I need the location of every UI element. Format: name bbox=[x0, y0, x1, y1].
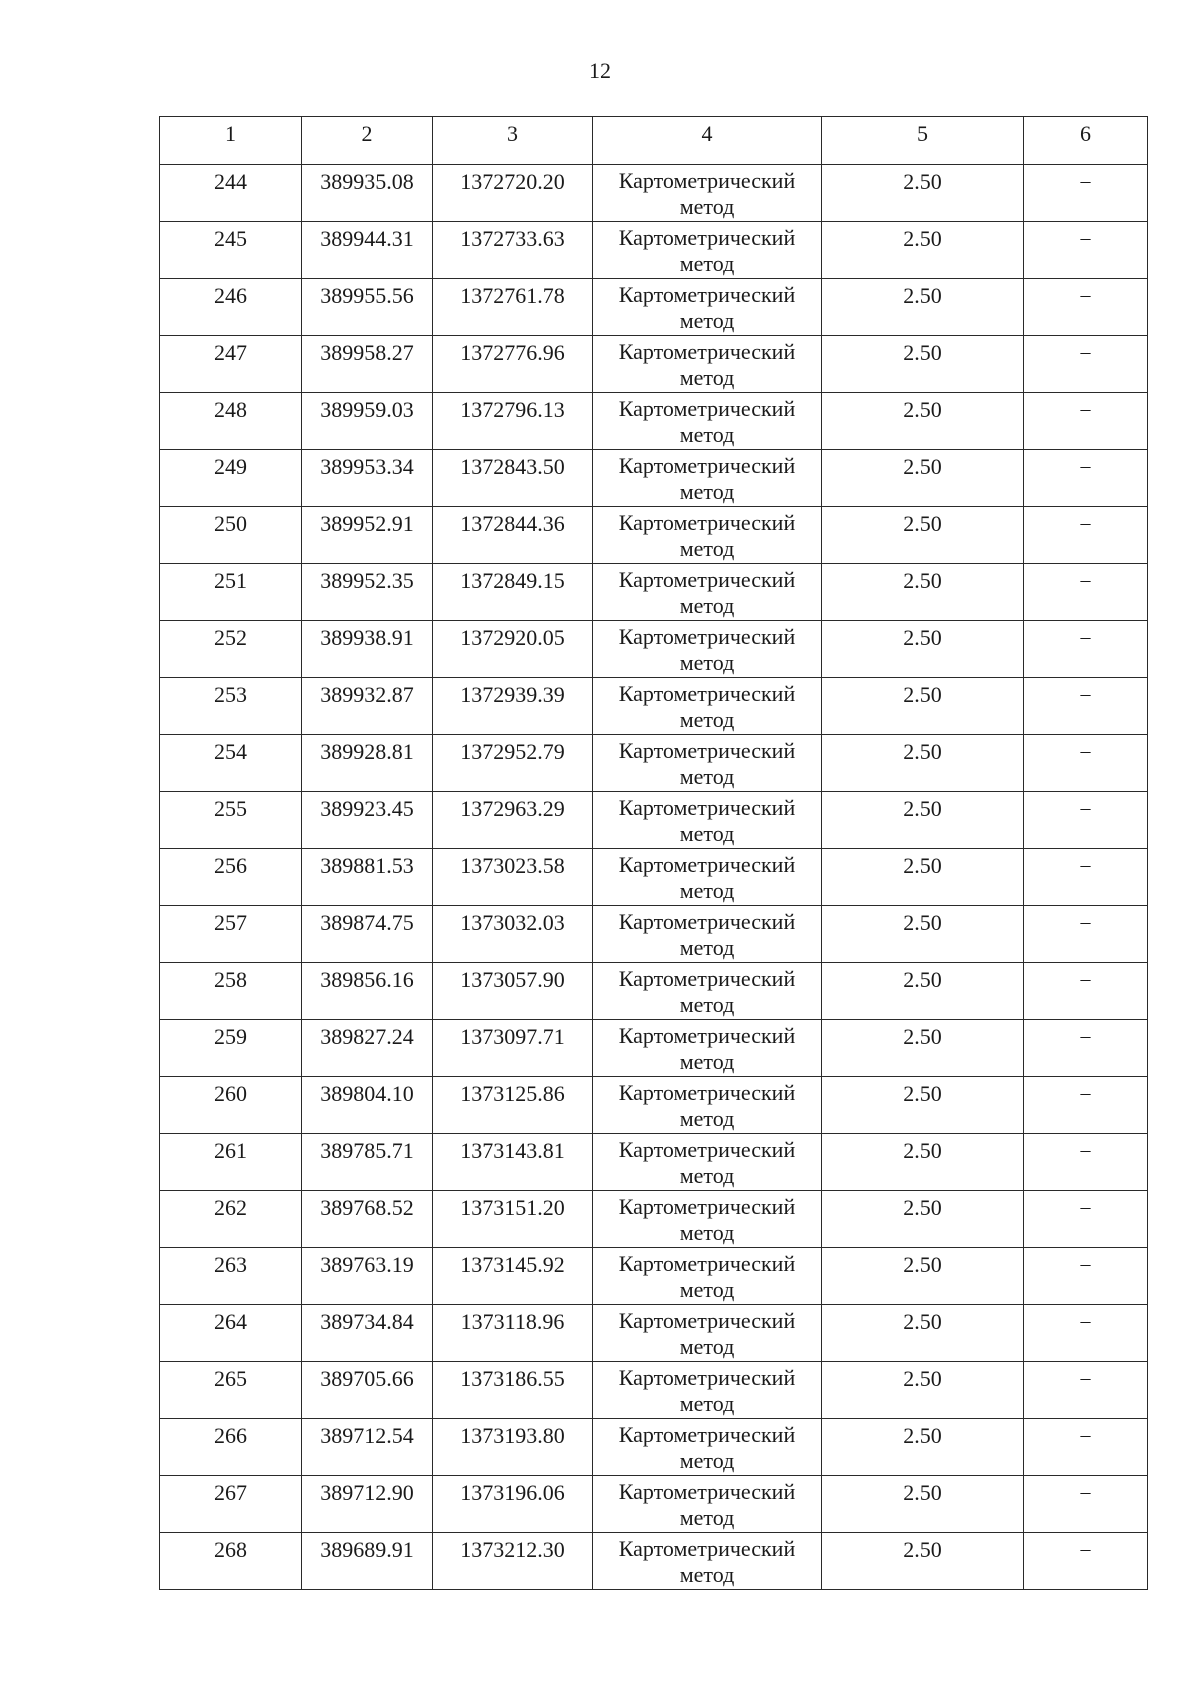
cell-method: Картометрический метод bbox=[593, 1362, 822, 1419]
cell-description: – bbox=[1024, 1134, 1148, 1191]
column-header: 5 bbox=[822, 117, 1024, 165]
cell-accuracy: 2.50 bbox=[822, 507, 1024, 564]
cell-accuracy: 2.50 bbox=[822, 1305, 1024, 1362]
cell-accuracy: 2.50 bbox=[822, 336, 1024, 393]
cell-point-number: 257 bbox=[160, 906, 302, 963]
cell-point-number: 249 bbox=[160, 450, 302, 507]
cell-y-coordinate: 1373032.03 bbox=[433, 906, 593, 963]
cell-x-coordinate: 389955.56 bbox=[302, 279, 433, 336]
cell-point-number: 260 bbox=[160, 1077, 302, 1134]
table-row bbox=[160, 393, 1148, 450]
column-header: 3 bbox=[433, 117, 593, 165]
cell-x-coordinate: 389734.84 bbox=[302, 1305, 433, 1362]
cell-method: Картометрический метод bbox=[593, 735, 822, 792]
cell-accuracy: 2.50 bbox=[822, 1419, 1024, 1476]
cell-method: Картометрический метод bbox=[593, 1020, 822, 1077]
cell-y-coordinate: 1373143.81 bbox=[433, 1134, 593, 1191]
cell-point-number: 267 bbox=[160, 1476, 302, 1533]
cell-x-coordinate: 389874.75 bbox=[302, 906, 433, 963]
cell-accuracy: 2.50 bbox=[822, 678, 1024, 735]
column-header: 4 bbox=[593, 117, 822, 165]
cell-description: – bbox=[1024, 735, 1148, 792]
cell-x-coordinate: 389712.54 bbox=[302, 1419, 433, 1476]
cell-method: Картометрический метод bbox=[593, 849, 822, 906]
cell-x-coordinate: 389705.66 bbox=[302, 1362, 433, 1419]
cell-point-number: 261 bbox=[160, 1134, 302, 1191]
cell-accuracy: 2.50 bbox=[822, 1362, 1024, 1419]
page-number: 12 bbox=[589, 58, 611, 83]
table-row bbox=[160, 222, 1148, 279]
cell-accuracy: 2.50 bbox=[822, 450, 1024, 507]
cell-method: Картометрический метод bbox=[593, 621, 822, 678]
cell-description: – bbox=[1024, 564, 1148, 621]
table-row bbox=[160, 963, 1148, 1020]
cell-description: – bbox=[1024, 792, 1148, 849]
cell-y-coordinate: 1372920.05 bbox=[433, 621, 593, 678]
cell-y-coordinate: 1373118.96 bbox=[433, 1305, 593, 1362]
cell-description: – bbox=[1024, 1248, 1148, 1305]
cell-x-coordinate: 389768.52 bbox=[302, 1191, 433, 1248]
cell-x-coordinate: 389763.19 bbox=[302, 1248, 433, 1305]
cell-method: Картометрический метод bbox=[593, 507, 822, 564]
cell-description: – bbox=[1024, 1362, 1148, 1419]
cell-description: – bbox=[1024, 507, 1148, 564]
cell-method: Картометрический метод bbox=[593, 222, 822, 279]
coordinates-table bbox=[159, 116, 1148, 1590]
cell-accuracy: 2.50 bbox=[822, 1134, 1024, 1191]
table-row bbox=[160, 279, 1148, 336]
table-row bbox=[160, 1305, 1148, 1362]
cell-description: – bbox=[1024, 621, 1148, 678]
cell-y-coordinate: 1372733.63 bbox=[433, 222, 593, 279]
cell-y-coordinate: 1373023.58 bbox=[433, 849, 593, 906]
cell-accuracy: 2.50 bbox=[822, 165, 1024, 222]
table-row bbox=[160, 1191, 1148, 1248]
cell-point-number: 244 bbox=[160, 165, 302, 222]
cell-method: Картометрический метод bbox=[593, 1533, 822, 1590]
table-row bbox=[160, 906, 1148, 963]
cell-accuracy: 2.50 bbox=[822, 1248, 1024, 1305]
cell-x-coordinate: 389952.35 bbox=[302, 564, 433, 621]
cell-description: – bbox=[1024, 963, 1148, 1020]
cell-method: Картометрический метод bbox=[593, 336, 822, 393]
cell-description: – bbox=[1024, 450, 1148, 507]
cell-x-coordinate: 389952.91 bbox=[302, 507, 433, 564]
table-row bbox=[160, 1020, 1148, 1077]
table-row bbox=[160, 1134, 1148, 1191]
cell-x-coordinate: 389944.31 bbox=[302, 222, 433, 279]
cell-y-coordinate: 1372963.29 bbox=[433, 792, 593, 849]
cell-y-coordinate: 1373057.90 bbox=[433, 963, 593, 1020]
cell-method: Картометрический метод bbox=[593, 1191, 822, 1248]
cell-y-coordinate: 1372849.15 bbox=[433, 564, 593, 621]
cell-y-coordinate: 1373145.92 bbox=[433, 1248, 593, 1305]
cell-method: Картометрический метод bbox=[593, 792, 822, 849]
table-header-row bbox=[160, 117, 1148, 165]
cell-point-number: 250 bbox=[160, 507, 302, 564]
column-header: 6 bbox=[1024, 117, 1148, 165]
cell-y-coordinate: 1372761.78 bbox=[433, 279, 593, 336]
table-body bbox=[160, 165, 1148, 1590]
cell-method: Картометрический метод bbox=[593, 450, 822, 507]
cell-method: Картометрический метод bbox=[593, 1077, 822, 1134]
cell-x-coordinate: 389689.91 bbox=[302, 1533, 433, 1590]
column-header: 1 bbox=[160, 117, 302, 165]
cell-x-coordinate: 389928.81 bbox=[302, 735, 433, 792]
table-row bbox=[160, 1419, 1148, 1476]
cell-description: – bbox=[1024, 1191, 1148, 1248]
cell-point-number: 259 bbox=[160, 1020, 302, 1077]
table-row bbox=[160, 849, 1148, 906]
cell-point-number: 264 bbox=[160, 1305, 302, 1362]
cell-x-coordinate: 389712.90 bbox=[302, 1476, 433, 1533]
cell-x-coordinate: 389938.91 bbox=[302, 621, 433, 678]
cell-method: Картометрический метод bbox=[593, 1476, 822, 1533]
table-row bbox=[160, 678, 1148, 735]
cell-description: – bbox=[1024, 1419, 1148, 1476]
table-row bbox=[160, 450, 1148, 507]
cell-method: Картометрический метод bbox=[593, 1134, 822, 1191]
cell-point-number: 255 bbox=[160, 792, 302, 849]
cell-description: – bbox=[1024, 1476, 1148, 1533]
cell-point-number: 248 bbox=[160, 393, 302, 450]
cell-method: Картометрический метод bbox=[593, 393, 822, 450]
cell-accuracy: 2.50 bbox=[822, 1191, 1024, 1248]
cell-y-coordinate: 1372939.39 bbox=[433, 678, 593, 735]
cell-y-coordinate: 1373193.80 bbox=[433, 1419, 593, 1476]
cell-x-coordinate: 389856.16 bbox=[302, 963, 433, 1020]
cell-accuracy: 2.50 bbox=[822, 279, 1024, 336]
cell-accuracy: 2.50 bbox=[822, 564, 1024, 621]
cell-accuracy: 2.50 bbox=[822, 1020, 1024, 1077]
cell-point-number: 268 bbox=[160, 1533, 302, 1590]
table-row bbox=[160, 735, 1148, 792]
cell-accuracy: 2.50 bbox=[822, 849, 1024, 906]
cell-y-coordinate: 1373186.55 bbox=[433, 1362, 593, 1419]
table-row bbox=[160, 621, 1148, 678]
cell-y-coordinate: 1373151.20 bbox=[433, 1191, 593, 1248]
cell-x-coordinate: 389804.10 bbox=[302, 1077, 433, 1134]
cell-accuracy: 2.50 bbox=[822, 1533, 1024, 1590]
cell-method: Картометрический метод bbox=[593, 678, 822, 735]
cell-description: – bbox=[1024, 393, 1148, 450]
cell-accuracy: 2.50 bbox=[822, 735, 1024, 792]
cell-point-number: 262 bbox=[160, 1191, 302, 1248]
cell-description: – bbox=[1024, 849, 1148, 906]
cell-y-coordinate: 1372776.96 bbox=[433, 336, 593, 393]
cell-y-coordinate: 1373097.71 bbox=[433, 1020, 593, 1077]
cell-x-coordinate: 389881.53 bbox=[302, 849, 433, 906]
cell-accuracy: 2.50 bbox=[822, 792, 1024, 849]
cell-y-coordinate: 1373212.30 bbox=[433, 1533, 593, 1590]
cell-description: – bbox=[1024, 336, 1148, 393]
cell-accuracy: 2.50 bbox=[822, 963, 1024, 1020]
cell-y-coordinate: 1373196.06 bbox=[433, 1476, 593, 1533]
cell-point-number: 252 bbox=[160, 621, 302, 678]
cell-accuracy: 2.50 bbox=[822, 1476, 1024, 1533]
cell-y-coordinate: 1372796.13 bbox=[433, 393, 593, 450]
cell-method: Картометрический метод bbox=[593, 1305, 822, 1362]
cell-method: Картометрический метод bbox=[593, 1248, 822, 1305]
table-row bbox=[160, 165, 1148, 222]
cell-y-coordinate: 1372843.50 bbox=[433, 450, 593, 507]
cell-x-coordinate: 389923.45 bbox=[302, 792, 433, 849]
cell-description: – bbox=[1024, 1533, 1148, 1590]
table-row bbox=[160, 1476, 1148, 1533]
cell-point-number: 258 bbox=[160, 963, 302, 1020]
cell-x-coordinate: 389785.71 bbox=[302, 1134, 433, 1191]
cell-point-number: 251 bbox=[160, 564, 302, 621]
cell-point-number: 245 bbox=[160, 222, 302, 279]
cell-description: – bbox=[1024, 1077, 1148, 1134]
cell-y-coordinate: 1372952.79 bbox=[433, 735, 593, 792]
table-row bbox=[160, 1248, 1148, 1305]
column-header: 2 bbox=[302, 117, 433, 165]
cell-method: Картометрический метод bbox=[593, 165, 822, 222]
cell-method: Картометрический метод bbox=[593, 564, 822, 621]
cell-description: – bbox=[1024, 678, 1148, 735]
cell-y-coordinate: 1372720.20 bbox=[433, 165, 593, 222]
cell-point-number: 266 bbox=[160, 1419, 302, 1476]
cell-accuracy: 2.50 bbox=[822, 393, 1024, 450]
cell-method: Картометрический метод bbox=[593, 1419, 822, 1476]
table-row bbox=[160, 1362, 1148, 1419]
cell-y-coordinate: 1372844.36 bbox=[433, 507, 593, 564]
cell-point-number: 254 bbox=[160, 735, 302, 792]
cell-x-coordinate: 389932.87 bbox=[302, 678, 433, 735]
table-row bbox=[160, 507, 1148, 564]
table-row bbox=[160, 336, 1148, 393]
cell-x-coordinate: 389935.08 bbox=[302, 165, 433, 222]
table-row bbox=[160, 1077, 1148, 1134]
cell-accuracy: 2.50 bbox=[822, 1077, 1024, 1134]
cell-point-number: 246 bbox=[160, 279, 302, 336]
cell-method: Картометрический метод bbox=[593, 963, 822, 1020]
cell-accuracy: 2.50 bbox=[822, 222, 1024, 279]
cell-description: – bbox=[1024, 165, 1148, 222]
cell-point-number: 253 bbox=[160, 678, 302, 735]
cell-point-number: 247 bbox=[160, 336, 302, 393]
cell-accuracy: 2.50 bbox=[822, 621, 1024, 678]
cell-description: – bbox=[1024, 1020, 1148, 1077]
cell-description: – bbox=[1024, 279, 1148, 336]
table-row bbox=[160, 792, 1148, 849]
cell-accuracy: 2.50 bbox=[822, 906, 1024, 963]
cell-description: – bbox=[1024, 906, 1148, 963]
cell-description: – bbox=[1024, 1305, 1148, 1362]
table-row bbox=[160, 564, 1148, 621]
cell-x-coordinate: 389959.03 bbox=[302, 393, 433, 450]
cell-point-number: 265 bbox=[160, 1362, 302, 1419]
table-row bbox=[160, 1533, 1148, 1590]
cell-x-coordinate: 389827.24 bbox=[302, 1020, 433, 1077]
cell-y-coordinate: 1373125.86 bbox=[433, 1077, 593, 1134]
cell-x-coordinate: 389958.27 bbox=[302, 336, 433, 393]
cell-method: Картометрический метод bbox=[593, 906, 822, 963]
cell-description: – bbox=[1024, 222, 1148, 279]
cell-point-number: 263 bbox=[160, 1248, 302, 1305]
cell-method: Картометрический метод bbox=[593, 279, 822, 336]
cell-point-number: 256 bbox=[160, 849, 302, 906]
cell-x-coordinate: 389953.34 bbox=[302, 450, 433, 507]
